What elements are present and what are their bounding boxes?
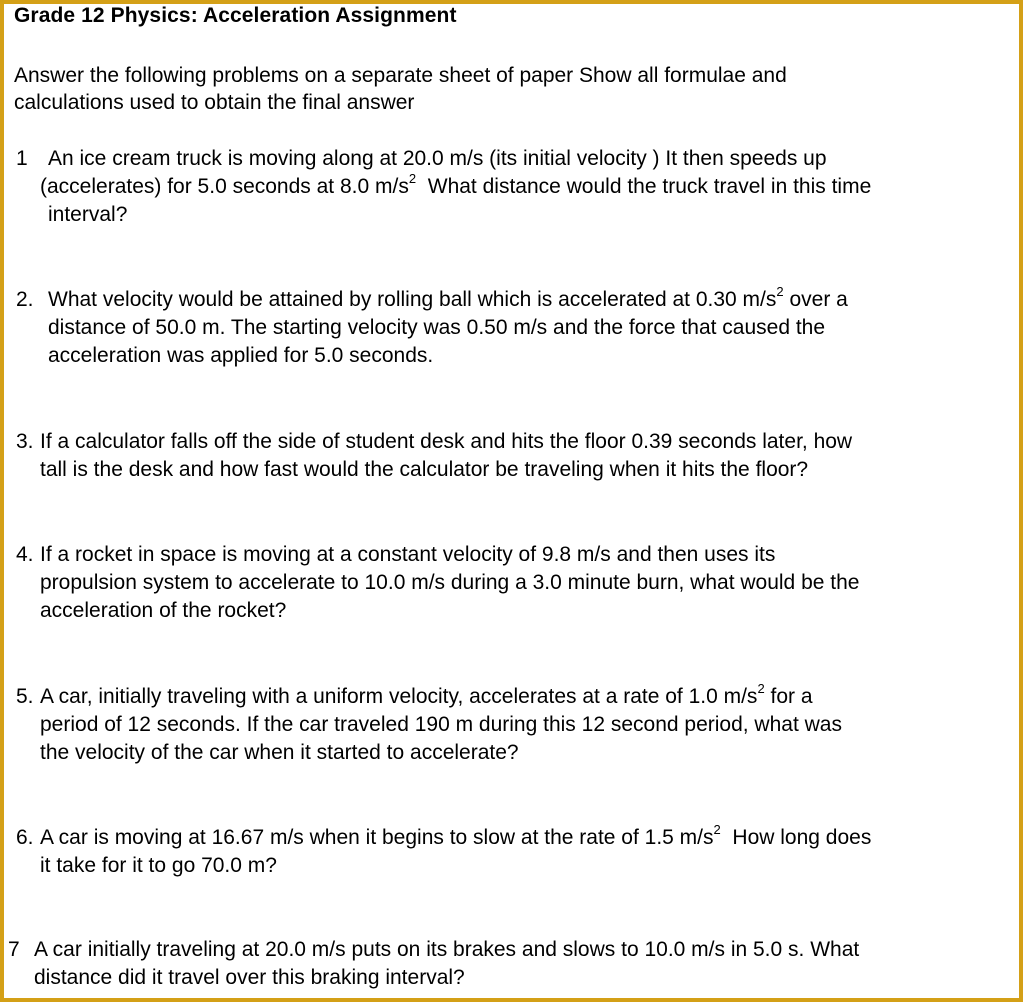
exponent: 2 (408, 171, 417, 186)
problem-number: 5. (16, 685, 34, 708)
problem-text-part: for a (764, 685, 813, 708)
problem-text-part: How long does (720, 826, 872, 849)
problem-text: interval? (48, 203, 128, 226)
problem-text-part: (accelerates) for 5.0 seconds at 8.0 m/s (40, 175, 409, 198)
problem-text: the velocity of the car when it started to accelerate? (40, 741, 519, 764)
problem-text (16, 286, 1016, 314)
problem-5 (16, 683, 1016, 767)
problem-number: 1 (16, 147, 28, 170)
problem-text: period of 12 seconds. If the car traveled 190 m during this 12 second period, what was (40, 713, 842, 736)
problem-text: distance of 50.0 m. The starting velocity was 0.50 m/s and the force that caused the (48, 316, 826, 339)
page-title: Grade 12 Physics: Acceleration Assignment (14, 4, 457, 27)
exponent: 2 (757, 681, 765, 696)
problem-6 (16, 824, 1016, 880)
problem-text-part: What velocity would be attained by rolling ball which is accelerated at 0.30 m/s (48, 288, 777, 311)
exponent: 2 (776, 284, 784, 299)
problem-number: 3. (16, 430, 34, 453)
problem-text-part: over a (783, 288, 848, 311)
problem-number: 2. (16, 288, 34, 311)
problem-number: 7 (8, 938, 20, 961)
problem-text: An ice cream truck is moving along at 20.0 m/s (its initial velocity ) It then speeds up (48, 147, 827, 170)
problem-text: propulsion system to accelerate to 10.0 m/s during a 3.0 minute burn, what would be the (40, 571, 860, 594)
problem-text: acceleration was applied for 5.0 seconds. (48, 344, 434, 367)
problem-7 (8, 936, 1016, 992)
problem-text: If a rocket in space is moving at a constant velocity of 9.8 m/s and then uses its (40, 543, 776, 566)
problem-2 (16, 286, 1016, 370)
problem-number: 4. (16, 543, 34, 566)
problem-number: 6. (16, 826, 34, 849)
problem-text: it take for it to go 70.0 m? (40, 854, 277, 877)
instructions-line: Answer the following problems on a separate sheet of paper Show all formulae and (14, 64, 787, 87)
problem-text (16, 683, 1016, 711)
instructions-line: calculations used to obtain the final answer (14, 91, 415, 114)
problem-text: acceleration of the rocket? (40, 599, 287, 622)
exponent: 2 (713, 822, 721, 837)
problem-text: If a calculator falls off the side of student desk and hits the floor 0.39 seconds later, how (40, 430, 853, 453)
problem-text: A car initially traveling at 20.0 m/s puts on its brakes and slows to 10.0 m/s in 5.0 s. What (34, 938, 860, 961)
problem-text-part: What distance would the truck travel in this time (416, 175, 872, 198)
problem-3 (16, 428, 1016, 484)
problem-text: distance did it travel over this braking interval? (34, 966, 465, 989)
instructions (14, 62, 974, 116)
problem-text-part: A car, initially traveling with a uniform velocity, accelerates at a rate of 1.0 m/s (40, 685, 758, 708)
problem-text: tall is the desk and how fast would the calculator be traveling when it hits the floor? (40, 458, 809, 481)
problem-text (16, 824, 1016, 852)
problem-1 (16, 145, 1016, 229)
problem-text (16, 173, 1016, 201)
problem-4 (16, 541, 1016, 625)
problem-text-part: A car is moving at 16.67 m/s when it begins to slow at the rate of 1.5 m/s (40, 826, 714, 849)
